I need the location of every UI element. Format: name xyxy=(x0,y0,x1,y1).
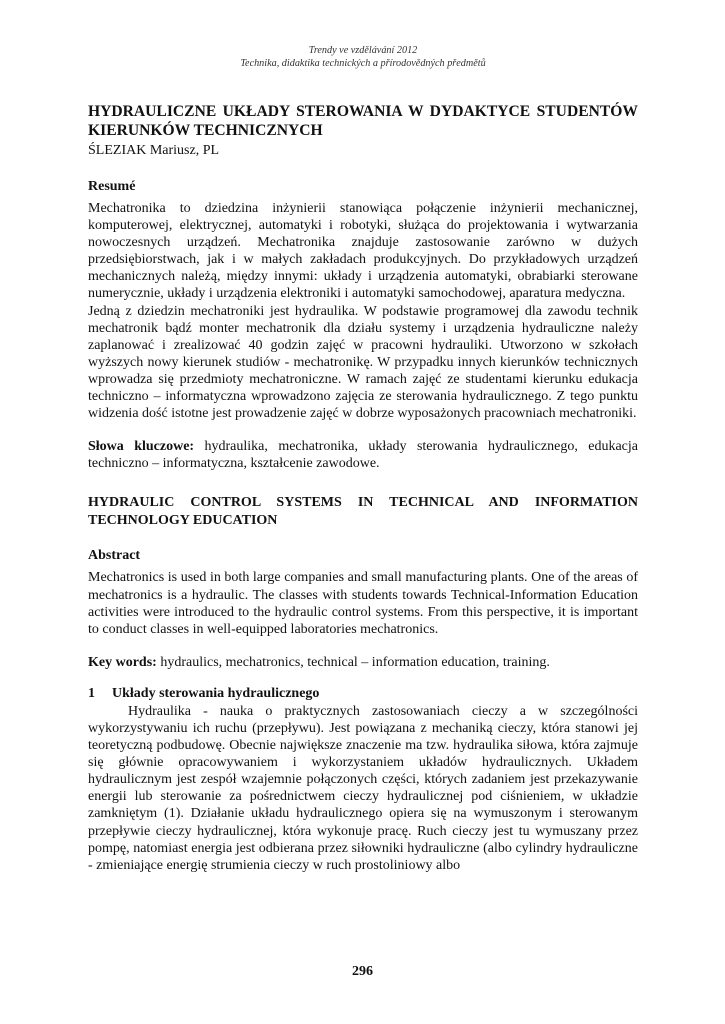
keywords-pl xyxy=(88,438,638,472)
page-number: 296 xyxy=(352,964,373,979)
keywords-en xyxy=(88,654,638,671)
paper-title: HYDRAULICZNE UKŁADY STEROWANIA W DYDAKTYCE STUDENTÓW KIERUNKÓW TECHNICZNYCH xyxy=(88,103,638,139)
resume-heading: Resumé xyxy=(88,179,136,194)
keywords-en-label: Key words: xyxy=(88,654,157,670)
english-title: HYDRAULIC CONTROL SYSTEMS IN TECHNICAL AND INFORMATION TECHNOLOGY EDUCATION xyxy=(88,495,638,528)
page-content xyxy=(88,44,638,874)
author-line: ŚLEZIAK Mariusz, PL xyxy=(88,143,220,158)
keywords-pl-label: Słowa kluczowe: xyxy=(88,439,195,455)
running-header xyxy=(88,44,638,70)
section-1-title: Układy sterowania hydraulicznego xyxy=(112,685,320,701)
keywords-pl-text: hydraulika, mechatronika, układy sterowania hydraulicznego, edukacja techniczno – informatyczna, kształcenie zawodowe. xyxy=(88,439,638,472)
header-line-2: Technika, didaktika technických a přírodovědných předmětů xyxy=(240,58,486,69)
resume-paragraph-2: Jedną z dziedzin mechatroniki jest hydraulika. W podstawie programowej dla zawodu technik mechatronik bądź monter mechatronik dla działu systemy i urządzenia hydrauliczne należy zaplanować i zrealizować 40 godzin zajęć w pracowni hydrauliki. Utworzono w szkołach wyższych nowy kierunek studiów - mechatronikę. W przypadku innych kierunków technicznych wprowadza się przedmioty mechatroniczne. W ramach zajęć ze studentami kierunku edukacja techniczno – informatyczna wprowadzono zajęcia ze sterowania hydraulicznego. Z tego punktu widzenia dość istotne jest prowadzenie zajęć w dobrze wyposażonych pracowniach mechatroniki. xyxy=(88,303,638,422)
resume-paragraph-1: Mechatronika to dziedzina inżynierii stanowiąca połączenie inżynierii mechanicznej, komputerowej, elektrycznej, automatyki i robotyki, służąca do projektowania i wytwarzania nowoczesnych urządzeń. Mechatronika znajduje zastosowanie zarówno w dużych przedsiębiorstwach, jak i w małych zakładach produkcyjnych. Do przykładowych urządzeń mechanicznych należą, między innymi: układy i urządzenia automatyki, obrabiarki sterowane numerycznie, układy i urządzenia elektroniki i automatyki samochodowej, aparatura medyczna. xyxy=(88,201,638,302)
section-1-heading xyxy=(88,685,638,703)
header-line-1: Trendy ve vzdělávání 2012 xyxy=(308,45,418,56)
section-1-number: 1 xyxy=(88,685,95,701)
abstract-heading: Abstract xyxy=(88,548,141,564)
abstract-paragraph: Mechatronics is used in both large companies and small manufacturing plants. One of the areas of mechatronics is a hydraulic. The classes with students towards Technical-Information Education activities were introduced to the hydraulic control systems. From this perspective, it is important to conduct classes in well-equipped laboratories mechatronics. xyxy=(88,570,638,637)
keywords-en-text: hydraulics, mechatronics, technical – information education, training. xyxy=(156,654,550,670)
section-1-paragraph: Hydraulika - nauka o praktycznych zastosowaniach cieczy a w szczególności wykorzystywaniu ich ruchu (przepływu). Jest powiązana z mechaniką cieczy, która stanowi jej teoretyczną podbudowę. Obecnie największe znaczenie ma tzw. hydraulika siłowa, która zajmuje się głównie opracowywaniem i wykorzystaniem układów hydraulicznych. Układem hydraulicznym jest zespół wzajemnie połączonych części, których zadaniem jest przekazywanie energii lub sterowanie za pośrednictwem cieczy hydraulicznej pod ciśnieniem, w układzie zamkniętym (1). Działanie układu hydraulicznego opiera się na wymuszonym i sterowanym przepływie cieczy hydraulicznej, która wykonuje pracę. Ruch cieczy jest tu wymuszany przez pompę, natomiast energia jest odbierana przez siłowniki hydrauliczne (albo cylindry hydrauliczne - zmieniające energię strumienia cieczy w ruch prostoliniowy albo xyxy=(88,703,638,873)
